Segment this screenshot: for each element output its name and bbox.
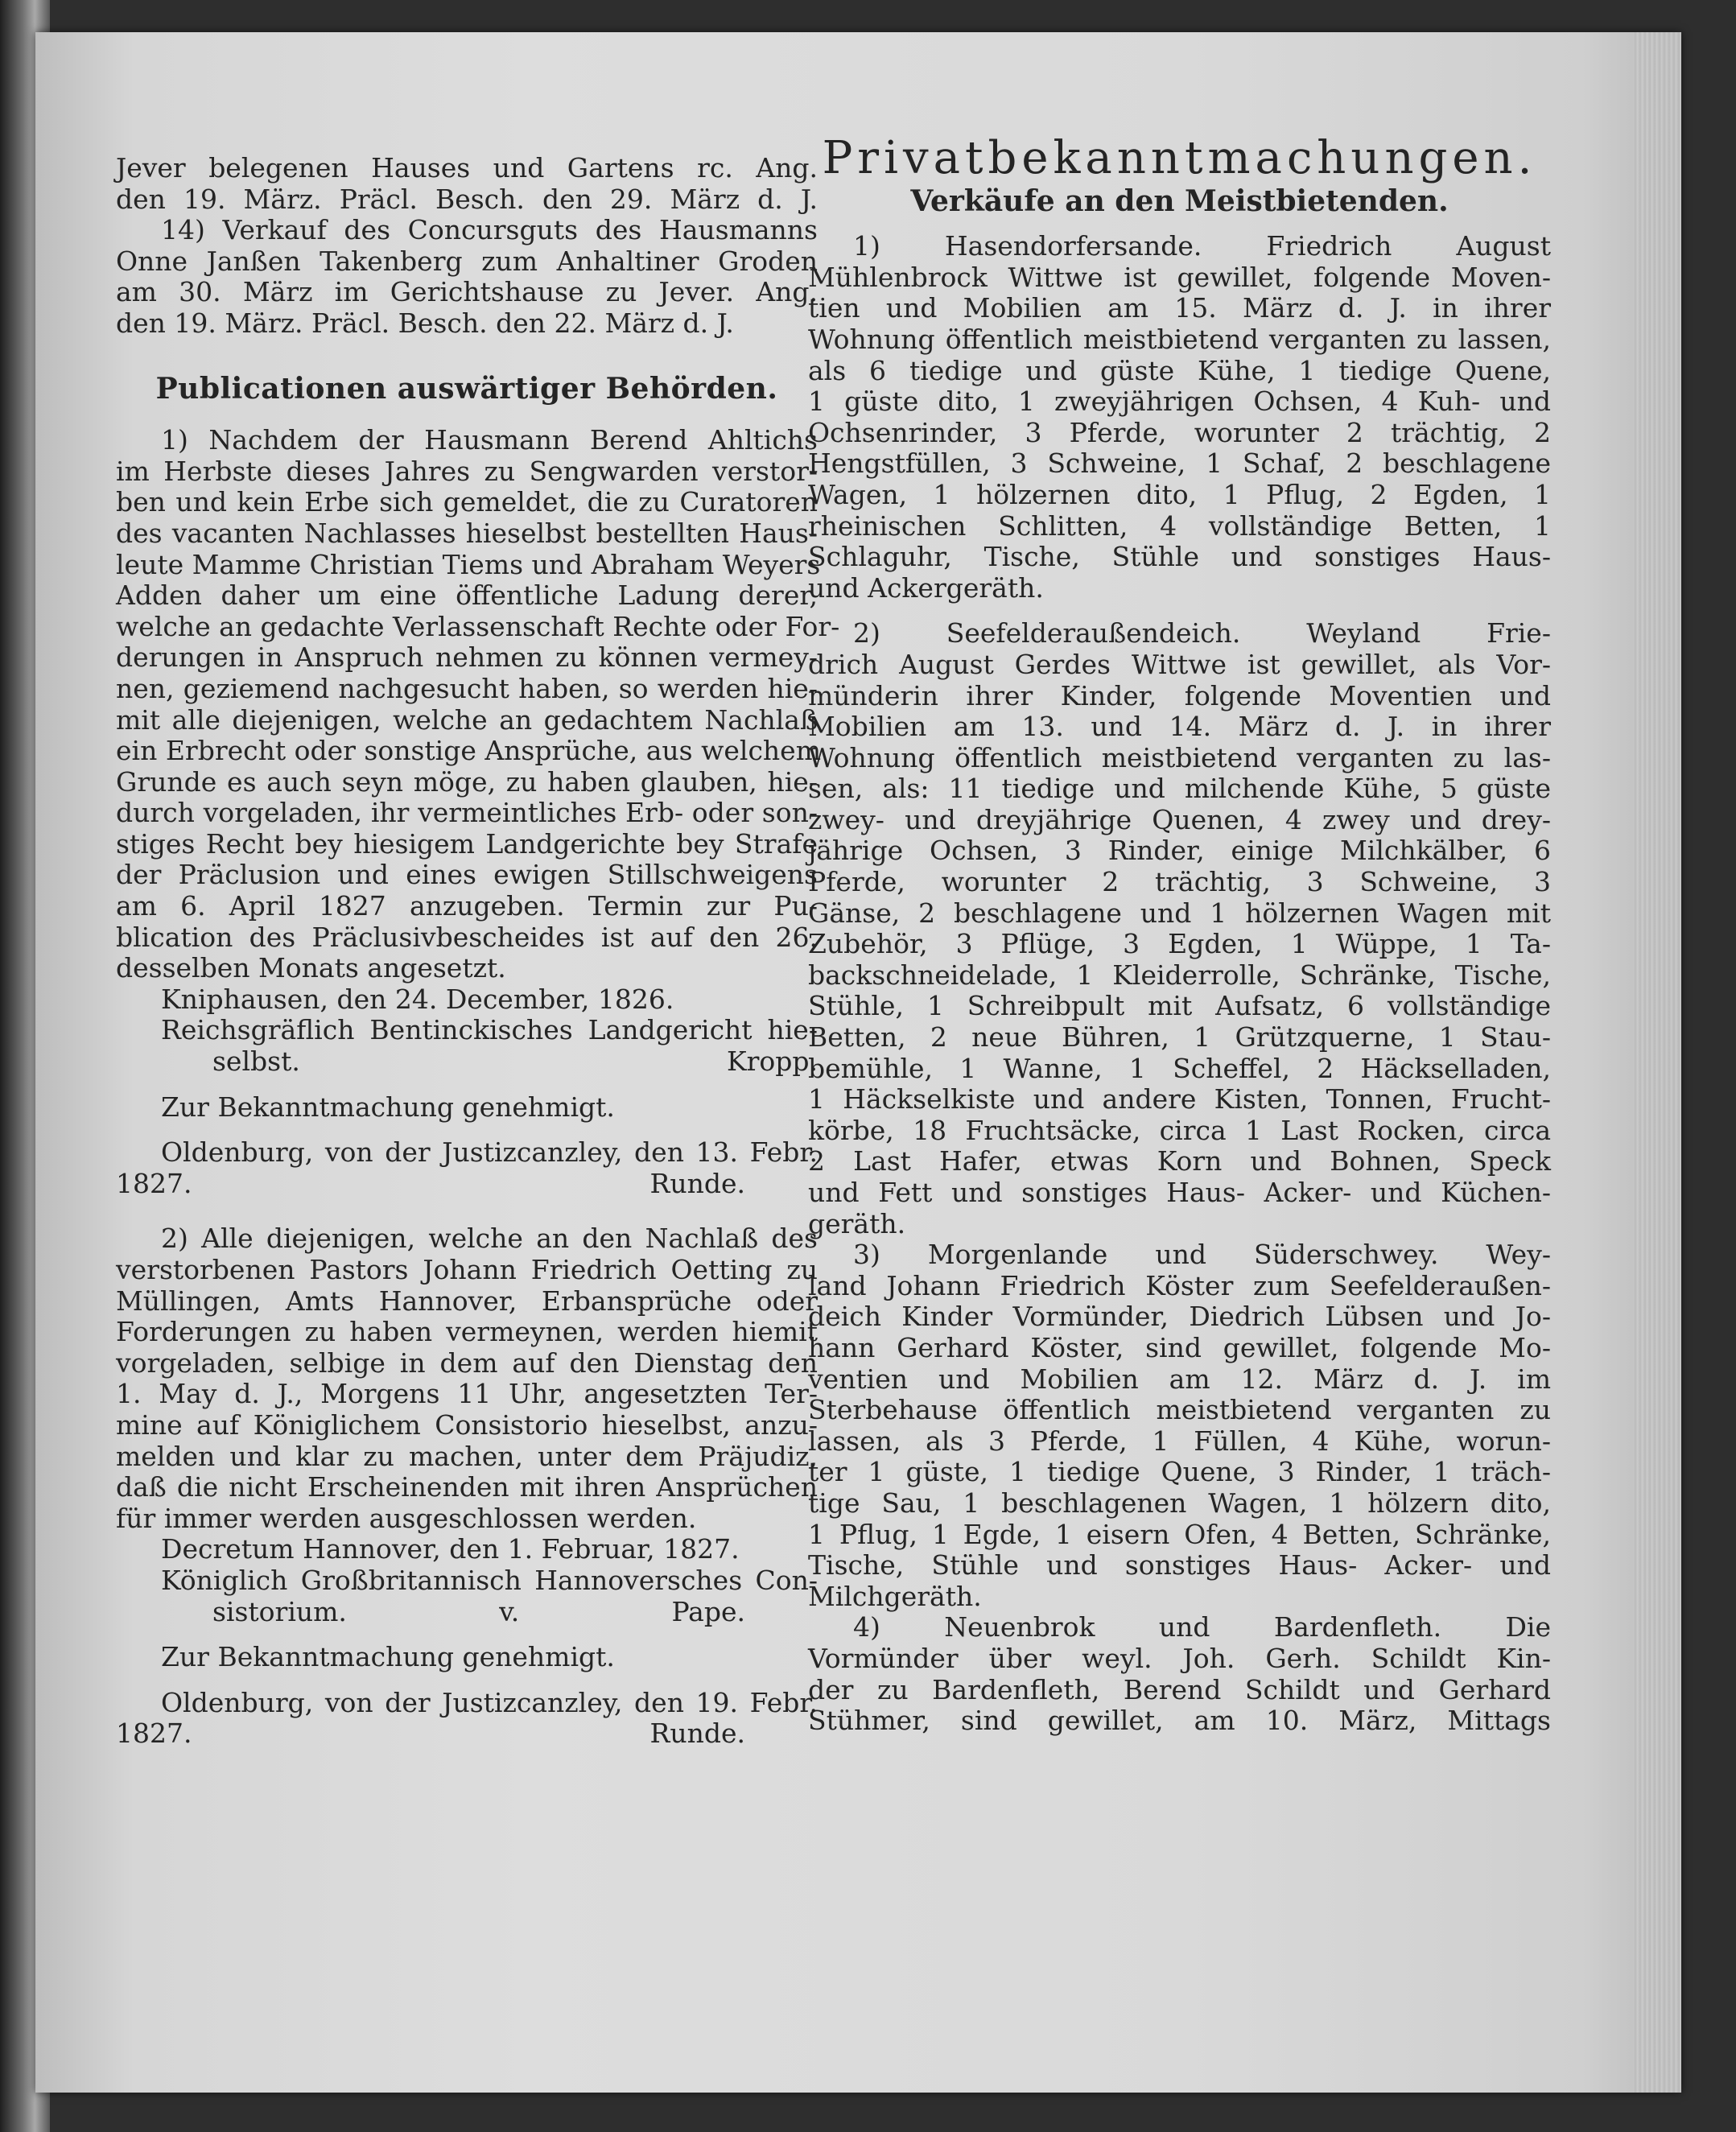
text-line: Onne Janßen Takenberg zum Anhaltiner Groden (116, 245, 818, 277)
approval-note: Zur Bekanntmachung genehmigt. (161, 1641, 615, 1673)
text-line: des vacanten Nachlasses hieselbst bestellten Haus- (116, 517, 818, 549)
text-line: leute Mamme Christian Tiems und Abraham Weyers (116, 548, 821, 580)
item-14 (116, 215, 818, 339)
text-line: 2) Seefelderaußendeich. Weyland Frie- (853, 617, 1551, 649)
text-line: Grunde es auch seyn möge, zu haben glauben, hie- (116, 765, 818, 798)
sale-1 (808, 231, 1551, 604)
text-line: Jever belegenen Hauses und Gartens rc. Ang. (116, 152, 818, 184)
text-line: melden und klar zu machen, unter dem Präjudiz, (116, 1440, 818, 1472)
approval-note: Zur Bekanntmachung genehmigt. (161, 1091, 615, 1123)
text-line: Zubehör, 3 Pflüge, 3 Egden, 1 Wüppe, 1 Ta- (808, 928, 1551, 960)
text-line: zwey- und dreyjährige Quenen, 4 zwey und drey- (808, 803, 1551, 835)
section-heading: Privatbekanntmachungen. (822, 132, 1537, 184)
publication-2 (116, 1223, 818, 1627)
text-line: 2 Last Hafer, etwas Korn und Bohnen, Speck (808, 1145, 1551, 1177)
text-line: Vormünder über weyl. Joh. Gerh. Schildt Kin- (808, 1642, 1551, 1674)
text-line: ter 1 güste, 1 tiedige Quene, 3 Rinder, 1 träch- (808, 1456, 1551, 1488)
court-place: sistorium. (212, 1595, 347, 1627)
spacer (116, 1078, 818, 1092)
text-line: lassen, als 3 Pferde, 1 Füllen, 4 Kühe, worun- (808, 1425, 1551, 1457)
text-line: als 6 tiedige und güste Kühe, 1 tiedige Quene, (808, 354, 1551, 386)
text-line: geräth. (808, 1207, 906, 1239)
approval-place: Oldenburg, von der Justizcanzley, den 13. Febr. (161, 1136, 818, 1169)
decree-date: Decretum Hannover, den 1. Februar, 1827. (161, 1533, 740, 1565)
text-line: Stühle, 1 Schreibpult mit Aufsatz, 6 vollständige (808, 990, 1551, 1022)
spacer (116, 1673, 818, 1688)
text-line: im Herbste dieses Jahres zu Sengwarden verstor- (116, 455, 818, 487)
text-line: Hengstfüllen, 3 Schweine, 1 Schaf, 2 beschlagene (808, 447, 1551, 480)
text-line: 3) Morgenlande und Süderschwey. Wey- (853, 1239, 1551, 1271)
approval-2 (116, 1642, 818, 1750)
text-line: rheinischen Schlitten, 4 vollständige Betten, 1 (808, 509, 1551, 542)
text-line: Milchgeräth. (808, 1580, 982, 1612)
text-line: durch vorgeladen, ihr vermeintliches Erb- oder son- (116, 797, 818, 829)
text-line: vorgeladen, selbige in dem auf den Dienstag den (116, 1346, 818, 1379)
text-line: Tische, Stühle und sonstiges Haus- Acker- und (808, 1549, 1551, 1581)
court-signature: Königlich Großbritannisch Hannoversches Con- (161, 1564, 818, 1596)
signatory-name: v. Pape. (499, 1595, 745, 1627)
text-line: verstorbenen Pastors Johann Friedrich Oetting zu (116, 1254, 818, 1285)
text-line: und Ackergeräth. (808, 571, 1044, 604)
text-line: Wagen, 1 hölzernen dito, 1 Pflug, 2 Egden, 1 (808, 478, 1551, 510)
text-line: Müllingen, Amts Hannover, Erbansprüche oder (116, 1285, 818, 1317)
text-line: tige Sau, 1 beschlagenen Wagen, 1 hölzern dito, (808, 1487, 1551, 1519)
text-line: sen, als: 11 tiedige und milchende Kühe, 5 güste (808, 773, 1551, 805)
text-line: hann Gerhard Köster, sind gewillet, folgende Mo- (808, 1331, 1551, 1363)
court-signature: Reichsgräflich Bentinckisches Landgericht hie- (161, 1014, 818, 1046)
spacer (116, 1199, 818, 1223)
text-line: 1) Hasendorfersande. Friedrich August (853, 230, 1551, 262)
spacer (116, 1123, 818, 1137)
text-line: am 30. März im Gerichtshause zu Jever. Ang. (116, 276, 818, 308)
text-line: ein Erbrecht oder sonstige Ansprüche, aus welchem (116, 735, 821, 767)
sale-2 (808, 618, 1551, 1239)
text-line: den 19. März. Präcl. Besch. den 29. März d. J. (116, 183, 818, 215)
text-line: Betten, 2 neue Bühren, 1 Grützquerne, 1 Stau- (808, 1021, 1551, 1054)
place-date: Kniphausen, den 24. December, 1826. (161, 983, 674, 1015)
approval-year: 1827. (116, 1167, 192, 1199)
publication-1 (116, 424, 840, 1078)
spacer (116, 1627, 818, 1642)
approval-year-line (116, 1718, 818, 1750)
text-line: daß die nicht Erscheinenden mit ihren Ansprüchen (116, 1471, 818, 1503)
court-place: selbst. (212, 1045, 300, 1078)
text-line: deich Kinder Vormünder, Diedrich Lübsen und Jo- (808, 1301, 1551, 1333)
text-line: derungen in Anspruch nehmen zu können vermey- (116, 641, 818, 674)
text-line: drich August Gerdes Wittwe ist gewillet, als Vor- (808, 648, 1551, 680)
text-line: körbe, 18 Fruchtsäcke, circa 1 Last Rocken, circa (808, 1114, 1551, 1146)
text-line: nen, geziemend nachgesucht haben, so werden hie- (116, 672, 818, 704)
text-line: jährige Ochsen, 3 Rinder, einige Milchkälber, 6 (808, 835, 1551, 867)
right-column (808, 132, 1551, 1737)
text-line: mit alle diejenigen, welche an gedachtem Nachlaß (116, 703, 818, 736)
court-signature-line2 (116, 1046, 818, 1078)
text-line: 1) Nachdem der Hausmann Berend Ahltichs (161, 424, 818, 456)
section-heading: Publicationen auswärtiger Behörden. (155, 371, 778, 406)
section-subheading: Verkäufe an den Meistbietenden. (910, 184, 1449, 218)
text-line: münderin ihrer Kinder, folgende Moventien und (808, 679, 1551, 711)
text-line: 1 güste dito, 1 zweyjährigen Ochsen, 4 Kuh- und (808, 386, 1551, 418)
text-line: Ochsenrinder, 3 Pferde, worunter 2 trächtig, 2 (808, 416, 1551, 448)
book-page (35, 32, 1681, 2093)
text-line: Sterbehause öffentlich meistbietend verganten zu (808, 1394, 1551, 1426)
text-line: Schlaguhr, Tische, Stühle und sonstiges Haus- (808, 541, 1551, 573)
text-line: mine auf Königlichem Consistorio hieselbst, anzu- (116, 1408, 818, 1441)
text-line: ventien und Mobilien am 12. März d. J. im (808, 1363, 1551, 1395)
text-line: der zu Bardenfleth, Berend Schildt und Gerhard (808, 1673, 1551, 1705)
text-line: 4) Neuenbrok und Bardenfleth. Die (853, 1611, 1551, 1643)
text-line: 1 Häckselkiste und andere Kisten, Tonnen, Frucht- (808, 1083, 1551, 1115)
text-line: bemühle, 1 Wanne, 1 Scheffel, 2 Häckselladen, (808, 1052, 1551, 1084)
intro-block (116, 153, 818, 215)
text-line: der Präclusion und eines ewigen Stillschweigens (116, 859, 818, 891)
text-line: tien und Mobilien am 15. März d. J. in ihrer (808, 292, 1551, 324)
spacer (808, 604, 1551, 618)
approval-signatory: Runde. (649, 1718, 745, 1750)
text-line: blication des Präclusivbescheides ist auf den 26. (116, 921, 818, 953)
text-line: land Johann Friedrich Köster zum Seefelderaußen- (808, 1269, 1551, 1301)
text-line: stiges Recht bey hiesigem Landgerichte bey Strafe (116, 827, 818, 860)
text-line: für immer werden ausgeschlossen werden. (116, 1502, 697, 1534)
approval-1 (116, 1092, 818, 1200)
approval-signatory: Runde. (649, 1167, 745, 1199)
text-line: Wohnung öffentlich meistbietend verganten zu las- (808, 741, 1551, 773)
text-line: 2) Alle diejenigen, welche an den Nachlaß des (161, 1223, 818, 1255)
page-edge (1633, 32, 1681, 2093)
text-line: Mühlenbrock Wittwe ist gewillet, folgende Moven- (808, 261, 1551, 293)
text-line: und Fett und sonstiges Haus- Acker- und Küchen- (808, 1177, 1551, 1208)
court-signature-line2 (116, 1597, 818, 1628)
text-line: Wohnung öffentlich meistbietend verganten zu lassen, (808, 323, 1551, 355)
text-line: 1 Pflug, 1 Egde, 1 eisern Ofen, 4 Betten, Schränke, (808, 1518, 1551, 1550)
text-line: backschneidelade, 1 Kleiderrolle, Schränke, Tische, (808, 959, 1551, 991)
text-line: 1. May d. J., Morgens 11 Uhr, angesetzten Ter- (116, 1378, 818, 1410)
left-column (116, 152, 840, 1750)
sale-3 (808, 1239, 1551, 1612)
approval-year: 1827. (116, 1718, 192, 1750)
text-line: Forderungen zu haben vermeynen, werden hiemit (116, 1316, 818, 1348)
text-line: am 6. April 1827 anzugeben. Termin zur Pu- (116, 890, 818, 922)
text-line: Mobilien am 13. und 14. März d. J. in ihrer (808, 711, 1551, 743)
text-line: den 19. März. Präcl. Besch. den 22. März d. J. (116, 307, 734, 339)
text-line: welche an gedachte Verlassenschaft Rechte oder For- (116, 610, 840, 642)
text-line: ben und kein Erbe sich gemeldet, die zu Curatoren (116, 486, 818, 518)
text-line: desselben Monats angesetzt. (116, 952, 506, 984)
text-line: Stühmer, sind gewillet, am 10. März, Mittags (808, 1705, 1551, 1737)
sale-4 (808, 1612, 1551, 1736)
approval-year-line (116, 1169, 818, 1200)
text-line: Gänse, 2 beschlagene und 1 hölzernen Wagen mit (808, 897, 1551, 929)
approval-place: Oldenburg, von der Justizcanzley, den 19. Febr. (161, 1686, 818, 1718)
text-line: Pferde, worunter 2 trächtig, 3 Schweine, 3 (808, 866, 1551, 898)
text-line: Adden daher um eine öffentliche Ladung derer, (116, 579, 818, 612)
text-line: 14) Verkauf des Concursguts des Hausmanns (161, 214, 818, 246)
signatory-name: Kropp. (726, 1045, 818, 1078)
